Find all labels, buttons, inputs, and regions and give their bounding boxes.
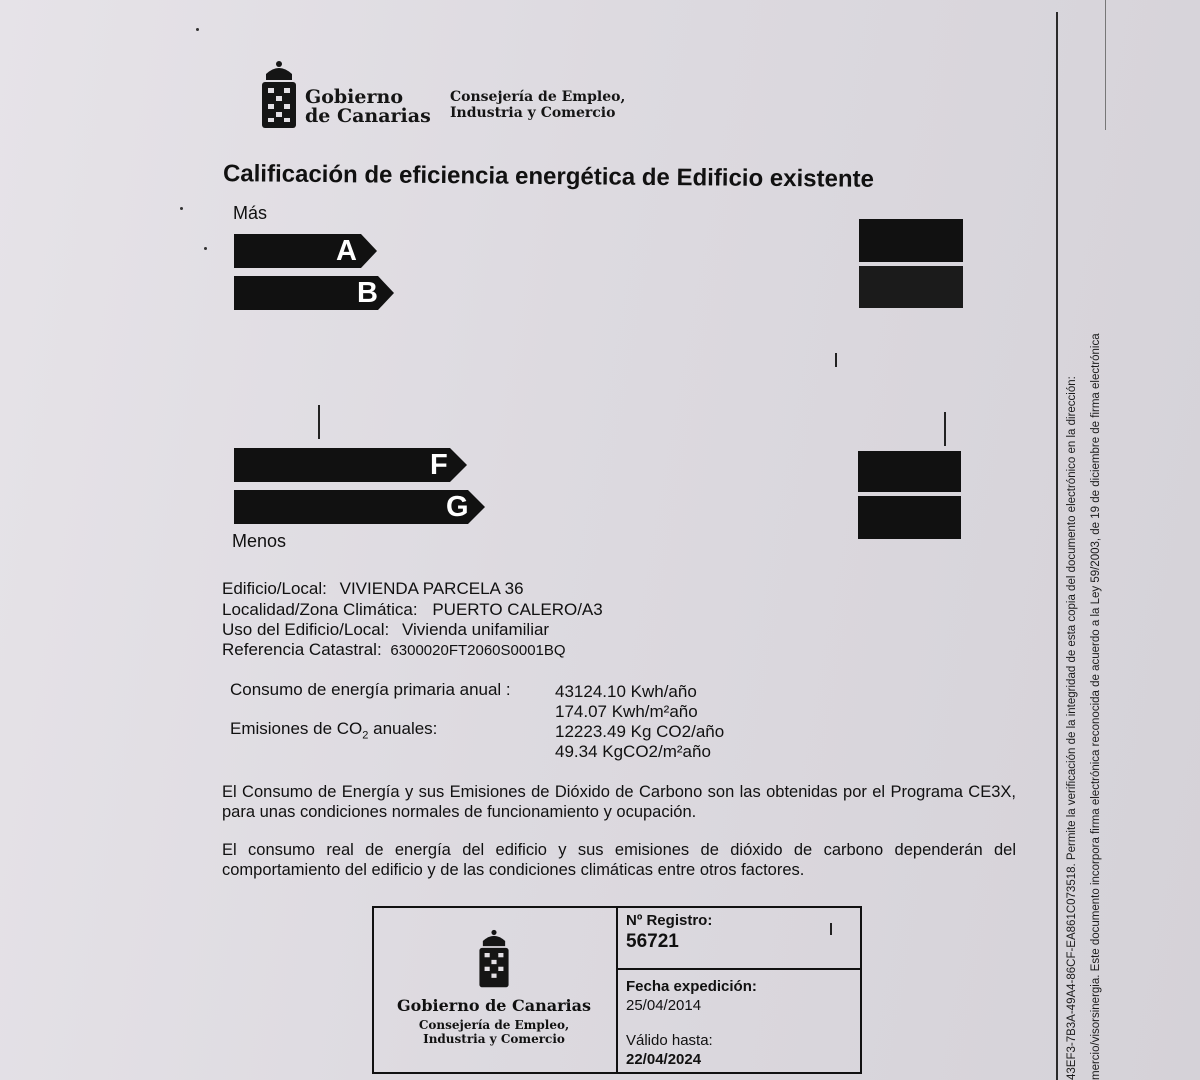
stamp-dept-line2: Industria y Comercio	[423, 1032, 565, 1046]
localidad-value: PUERTO CALERO/A3	[432, 600, 603, 619]
stamp-logo-panel	[374, 908, 618, 1072]
department-line1: Consejería de Empleo,	[450, 89, 626, 105]
scale-top-label: Más	[233, 203, 268, 223]
scan-mark	[944, 412, 946, 446]
paragraph-ce3x: El Consumo de Energía y sus Emisiones de Dióxido de Carbono son las obtenidas por el Programa CE3X, para unas condiciones normales de funcionamiento y ocupación.	[222, 783, 1016, 822]
registration-box	[372, 906, 862, 1074]
page-edge-line	[1105, 0, 1106, 130]
page-title: Calificación de eficiencia energética de Edificio existente	[222, 160, 875, 193]
emisiones-value-per-m2: 49.34 KgCO2/m²año	[555, 742, 711, 761]
valido-label: Válido hasta:	[626, 1032, 713, 1049]
verification-text1: Permite la verificación de la integridad de esta copia del documento electrónico en la dirección:	[1066, 376, 1078, 861]
scale-bottom-label: Menos	[232, 531, 287, 551]
scan-mark	[835, 353, 837, 367]
coat-of-arms-icon	[258, 60, 300, 130]
edificio-row	[222, 579, 524, 599]
consumo-value-annual: 43124.10 Kwh/año	[555, 682, 697, 701]
localidad-row	[222, 600, 603, 620]
emisiones-label	[230, 719, 437, 741]
scan-mark	[318, 405, 320, 439]
coat-of-arms-icon	[476, 928, 512, 990]
uso-value: Vivienda unifamiliar	[402, 620, 550, 639]
registro-value: 56721	[626, 931, 679, 952]
edificio-value: VIVIENDA PARCELA 36	[339, 579, 524, 598]
energy-band-a	[234, 234, 379, 268]
referencia-row	[222, 640, 566, 660]
stamp-logo-text: Gobierno de Canarias	[396, 996, 591, 1015]
page-edge-line	[1056, 12, 1058, 1080]
band-letter-f: F	[430, 449, 448, 481]
valido-value: 22/04/2024	[626, 1051, 702, 1068]
stamp-divider	[616, 968, 862, 970]
scan-dot	[196, 28, 199, 31]
fecha-value: 25/04/2014	[626, 997, 702, 1014]
emisiones-label-post: anuales:	[368, 719, 438, 738]
rating-block-bottom-2	[858, 496, 961, 539]
energy-band-g	[234, 490, 488, 524]
registro-label: Nº Registro:	[626, 912, 713, 929]
consumo-value-per-m2: 174.07 Kwh/m²año	[555, 702, 698, 721]
verification-line2	[1089, 333, 1103, 1080]
emisiones-value-annual: 12223.49 Kg CO2/año	[555, 722, 725, 741]
rating-block-top-2	[859, 266, 963, 308]
verification-line1	[1065, 333, 1079, 1080]
scan-mark	[830, 923, 832, 935]
band-letter-a: A	[336, 235, 357, 267]
logo-line1: Gobierno	[305, 86, 403, 108]
energy-band-b	[234, 276, 396, 310]
url-fragment: mercio/visorsinergia.	[1090, 974, 1102, 1080]
localidad-label: Localidad/Zona Climática:	[222, 600, 418, 619]
stamp-dept-line1: Consejería de Empleo,	[418, 1018, 570, 1032]
emisiones-label-pre: Emisiones de CO	[230, 719, 363, 738]
emisiones-label-sub: 2	[362, 729, 369, 742]
referencia-value: 6300020FT2060S0001BQ	[390, 642, 566, 659]
uso-label: Uso del Edificio/Local:	[222, 620, 390, 639]
energy-band-f	[234, 448, 470, 482]
uso-row	[222, 620, 549, 640]
band-letter-b: B	[357, 277, 378, 309]
csv-fragment: 43EF3-7B3A-49A4-86CF-EA861C073518.	[1066, 863, 1078, 1080]
scan-dot	[180, 207, 183, 210]
band-arrow-shape	[234, 234, 379, 268]
fecha-label: Fecha expedición:	[626, 978, 757, 995]
rating-block-bottom-1	[858, 451, 961, 492]
verification-note	[1065, 333, 1103, 1080]
edificio-label: Edificio/Local:	[222, 579, 327, 598]
department-name	[450, 89, 625, 121]
referencia-label: Referencia Catastral:	[222, 640, 382, 659]
logo-line2: de Canarias	[305, 105, 431, 127]
consumo-label: Consumo de energía primaria anual :	[230, 680, 511, 699]
department-line2: Industria y Comercio	[450, 105, 616, 122]
paragraph-consumo-real: El consumo real de energía del edificio y sus emisiones de dióxido de carbono dependerán del comportamiento del edificio y de las condiciones climáticas entre otros factores.	[222, 841, 1016, 880]
band-letter-g: G	[446, 491, 469, 523]
scan-dot	[204, 247, 207, 250]
verification-text2: Este documento incorpora firma electrónica reconocida de acuerdo a la Ley 59/2003, de 19 de diciembre de firma electrónica	[1090, 333, 1102, 972]
rating-block-top-1	[859, 219, 963, 262]
